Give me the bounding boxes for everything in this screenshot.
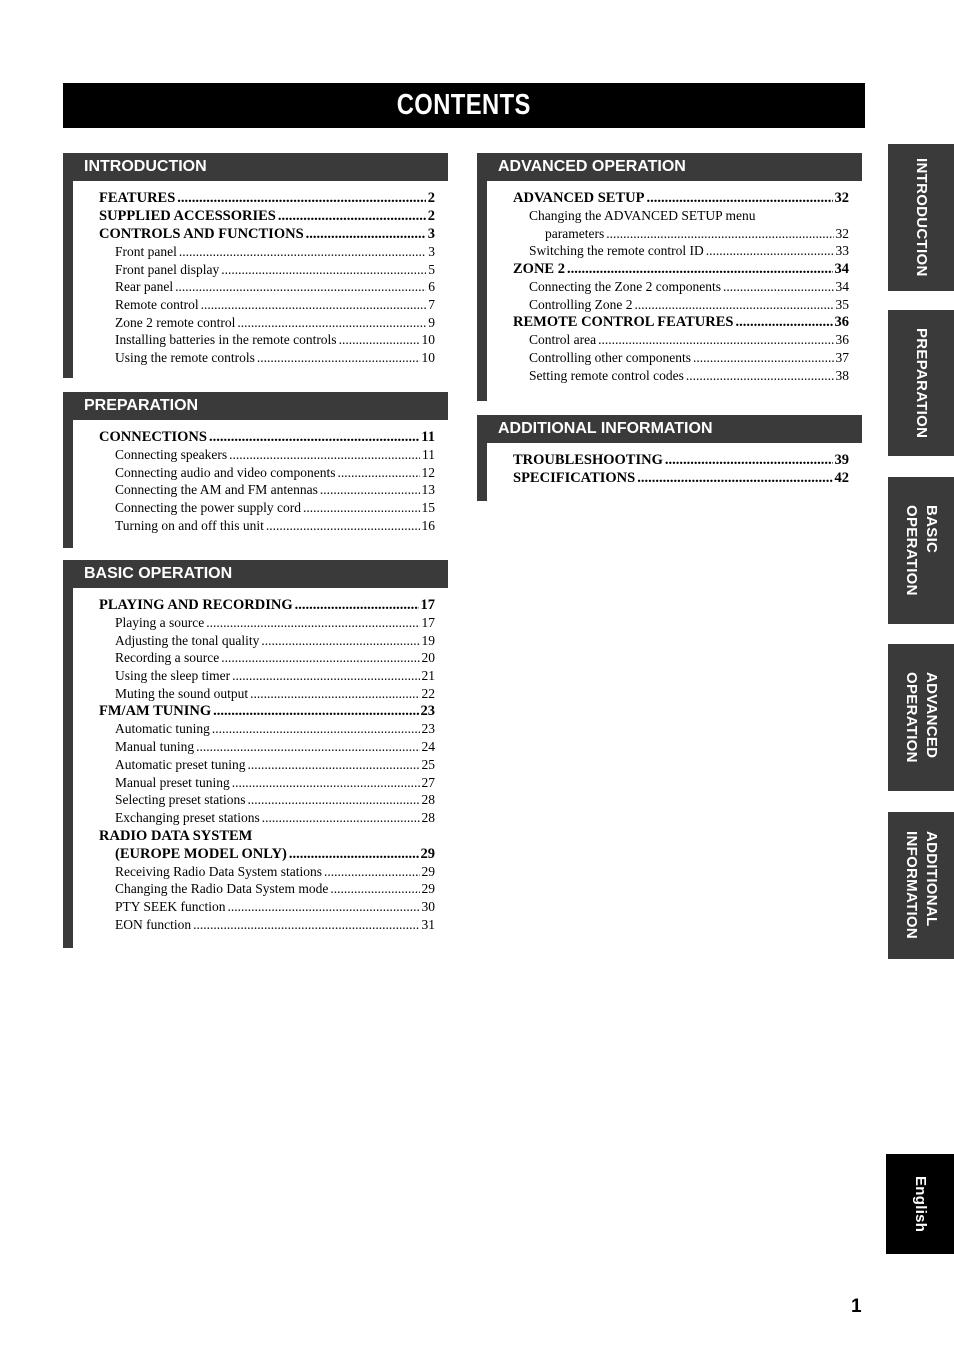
- section-body: [477, 181, 862, 401]
- section-advanced-operation: [477, 153, 862, 401]
- toc-entry[interactable]: SPECIFICATIONS ..... 42: [513, 469, 849, 487]
- toc-entry[interactable]: Control area ..... 36: [513, 331, 849, 349]
- toc-entry[interactable]: PTY SEEK function ..... 30: [99, 898, 435, 916]
- section-heading: PREPARATION: [63, 392, 448, 420]
- toc-entry[interactable]: Front panel ..... 3: [99, 243, 435, 261]
- page-title: CONTENTS: [396, 89, 532, 121]
- toc-entry[interactable]: Turning on and off this unit ..... 16: [99, 517, 435, 535]
- side-tab-advanced-operation[interactable]: [888, 644, 954, 791]
- side-tab-introduction[interactable]: [888, 144, 954, 291]
- toc-entry[interactable]: RADIO DATA SYSTEM: [99, 827, 253, 844]
- toc-entry[interactable]: Installing batteries in the remote controls ..... 10: [99, 331, 435, 349]
- toc-entry[interactable]: Changing the ADVANCED SETUP menu: [529, 208, 756, 223]
- toc-entry[interactable]: CONTROLS AND FUNCTIONS ..... 3: [99, 225, 435, 243]
- section-body: [477, 443, 862, 501]
- toc-entry[interactable]: Exchanging preset stations ..... 28: [99, 809, 435, 827]
- side-tab-additional-information[interactable]: [888, 812, 954, 959]
- toc-entry[interactable]: Receiving Radio Data System stations ..... 29: [99, 863, 435, 881]
- toc-entry[interactable]: Using the sleep timer ..... 21: [99, 667, 435, 685]
- section-preparation: [63, 392, 448, 548]
- section-basic-operation: [63, 560, 448, 948]
- side-tab-preparation[interactable]: [888, 310, 954, 456]
- toc-entry[interactable]: Remote control ..... 7: [99, 296, 435, 314]
- toc-entry[interactable]: Manual preset tuning ..... 27: [99, 774, 435, 792]
- page-number: 1: [851, 1296, 862, 1317]
- toc-entry[interactable]: Switching the remote control ID ..... 33: [513, 242, 849, 260]
- side-tab-basic-operation[interactable]: [888, 477, 954, 624]
- section-heading: ADVANCED OPERATION: [477, 153, 862, 181]
- section-heading: INTRODUCTION: [63, 153, 448, 181]
- toc-entry[interactable]: Front panel display ..... 5: [99, 261, 435, 279]
- toc-entry[interactable]: FEATURES ..... 2: [99, 189, 435, 207]
- side-tab-label: INFORMATION: [903, 831, 920, 940]
- toc-entry[interactable]: Controlling Zone 2 ..... 35: [513, 296, 849, 314]
- toc-entry[interactable]: CONNECTIONS ..... 11: [99, 428, 435, 446]
- section-body: [63, 588, 448, 948]
- toc-entry[interactable]: Manual tuning ..... 24: [99, 738, 435, 756]
- toc-entry[interactable]: Zone 2 remote control ..... 9: [99, 314, 435, 332]
- toc-entry[interactable]: Automatic tuning ..... 23: [99, 720, 435, 738]
- toc-entry[interactable]: Playing a source ..... 17: [99, 614, 435, 632]
- toc-entry[interactable]: Rear panel ..... 6: [99, 278, 435, 296]
- toc-entry[interactable]: Connecting audio and video components ..... 12: [99, 464, 435, 482]
- toc-entry[interactable]: Connecting the Zone 2 components ..... 34: [513, 278, 849, 296]
- side-tab-label: BASIC: [923, 505, 940, 554]
- side-tab-label: INTRODUCTION: [913, 158, 930, 277]
- toc-entry[interactable]: Muting the sound output ..... 22: [99, 685, 435, 703]
- toc-entry[interactable]: Connecting the AM and FM antennas ..... 13: [99, 481, 435, 499]
- toc-entry[interactable]: parameters ..... 32: [513, 225, 849, 243]
- toc-entry[interactable]: Controlling other components ..... 37: [513, 349, 849, 367]
- toc-entry[interactable]: ZONE 2 ..... 34: [513, 260, 849, 278]
- section-body: [63, 420, 448, 548]
- toc-entry[interactable]: Connecting speakers ..... 11: [99, 446, 435, 464]
- side-tab-label: OPERATION: [903, 672, 920, 763]
- toc-entry[interactable]: Setting remote control codes ..... 38: [513, 367, 849, 385]
- toc-entry[interactable]: Connecting the power supply cord ..... 15: [99, 499, 435, 517]
- side-tab-label: OPERATION: [903, 505, 920, 596]
- toc-entry[interactable]: EON function ..... 31: [99, 916, 435, 934]
- toc-entry[interactable]: Changing the Radio Data System mode ..... 29: [99, 880, 435, 898]
- side-tab-label: ADDITIONAL: [923, 831, 940, 927]
- side-tab-label: ADVANCED: [923, 672, 940, 759]
- toc-entry[interactable]: ADVANCED SETUP ..... 32: [513, 189, 849, 207]
- toc-entry[interactable]: FM/AM TUNING ..... 23: [99, 702, 435, 720]
- toc-entry[interactable]: Selecting preset stations ..... 28: [99, 791, 435, 809]
- toc-entry[interactable]: PLAYING AND RECORDING ..... 17: [99, 596, 435, 614]
- section-heading: BASIC OPERATION: [63, 560, 448, 588]
- toc-entry[interactable]: Automatic preset tuning ..... 25: [99, 756, 435, 774]
- section-additional-information: [477, 415, 862, 501]
- toc-entry[interactable]: Recording a source ..... 20: [99, 649, 435, 667]
- section-body: [63, 181, 448, 378]
- contents-title-bar: [63, 83, 865, 128]
- toc-entry[interactable]: Using the remote controls ..... 10: [99, 349, 435, 367]
- section-heading: ADDITIONAL INFORMATION: [477, 415, 862, 443]
- side-tab-label: English: [912, 1175, 929, 1233]
- side-tab-language[interactable]: [886, 1154, 954, 1254]
- side-tab-label: PREPARATION: [913, 327, 930, 439]
- toc-entry[interactable]: SUPPLIED ACCESSORIES ..... 2: [99, 207, 435, 225]
- section-introduction: [63, 153, 448, 378]
- toc-entry[interactable]: REMOTE CONTROL FEATURES ..... 36: [513, 313, 849, 331]
- toc-entry[interactable]: (EUROPE MODEL ONLY) ..... 29: [99, 845, 435, 863]
- toc-entry[interactable]: TROUBLESHOOTING ..... 39: [513, 451, 849, 469]
- toc-entry[interactable]: Adjusting the tonal quality ..... 19: [99, 632, 435, 650]
